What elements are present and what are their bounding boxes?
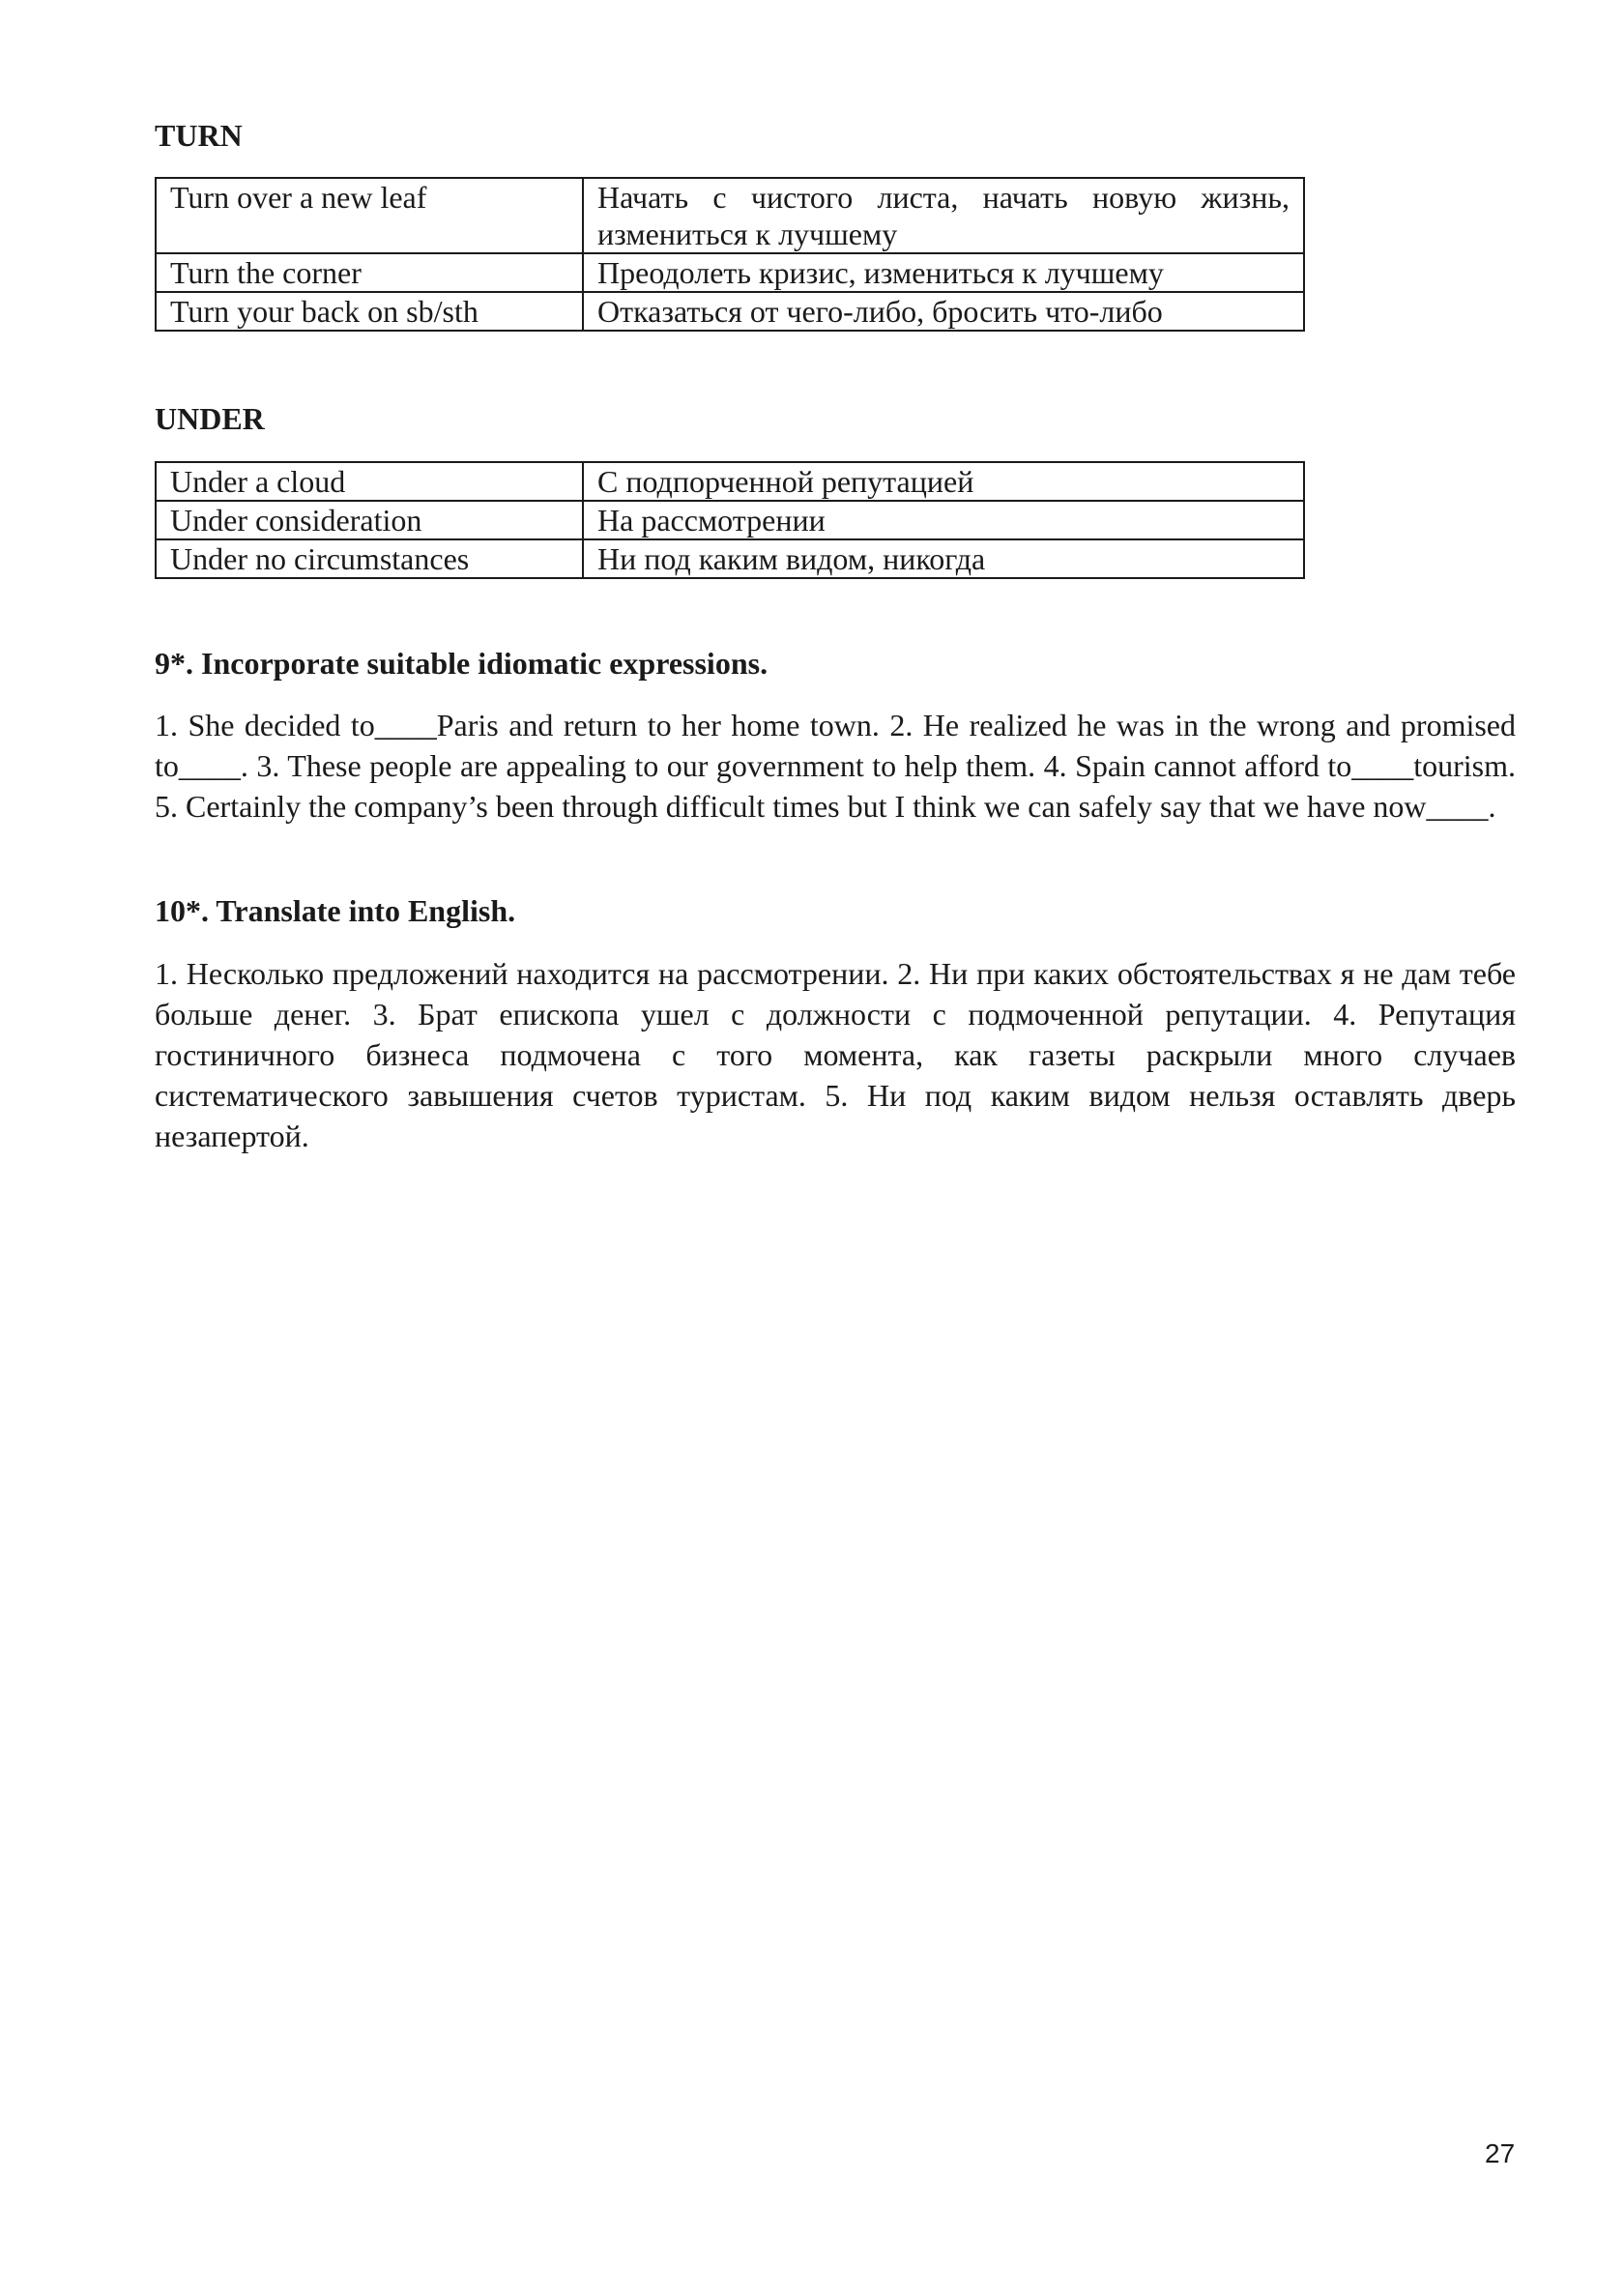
- idiom-cell: Turn over a new leaf: [156, 178, 583, 253]
- table-row: [156, 253, 1304, 292]
- translation-cell: Преодолеть кризис, измениться к лучшему: [583, 253, 1304, 292]
- table-row: [156, 539, 1304, 578]
- idiom-cell: Under no circumstances: [156, 539, 583, 578]
- idiom-cell: Turn your back on sb/sth: [156, 292, 583, 331]
- idiom-table-under: [155, 461, 1305, 579]
- idiom-cell: Under consideration: [156, 501, 583, 539]
- translation-cell: На рассмотрении: [583, 501, 1304, 539]
- section-heading-turn: TURN: [155, 118, 243, 153]
- table-row: [156, 501, 1304, 539]
- translation-cell: Ни под каким видом, никогда: [583, 539, 1304, 578]
- idiom-table-turn: [155, 177, 1305, 332]
- exercise-10-title: 10*. Translate into English.: [155, 893, 516, 928]
- translation-cell: Отказаться от чего-либо, бросить что-либо: [583, 292, 1304, 331]
- table-row: [156, 292, 1304, 331]
- translation-cell: С подпорченной репутацией: [583, 462, 1304, 501]
- page-number: 27: [1485, 2138, 1516, 2168]
- section-heading-under: UNDER: [155, 401, 265, 436]
- idiom-cell: Under a cloud: [156, 462, 583, 501]
- exercise-9-text: 1. She decided to____Paris and return to her home town. 2. He realized he was in the wrong and promised to____. 3. These people are appealing to our government to help them. 4. Spain cannot afford to____tourism. 5. Certainly the company’s been through difficult times but I think we can safely say that we have now____.: [155, 708, 1516, 824]
- table-row: [156, 178, 1304, 253]
- idiom-cell: Turn the corner: [156, 253, 583, 292]
- translation-cell: Начать с чистого листа, начать новую жизнь, измениться к лучшему: [583, 178, 1304, 253]
- exercise-9-title: 9*. Incorporate suitable idiomatic expressions.: [155, 646, 768, 681]
- table-row: [156, 462, 1304, 501]
- exercise-10-text: 1. Несколько предложений находится на рассмотрении. 2. Ни при каких обстоятельствах я не дам тебе больше денег. 3. Брат епископа ушел с должности с подмоченной репутации. 4. Репутация гостиничного бизнеса подмочена с того момента, как газеты раскрыли много случаев систематического завышения счетов туристам. 5. Ни под каким видом нельзя оставлять дверь незапертой.: [155, 956, 1516, 1153]
